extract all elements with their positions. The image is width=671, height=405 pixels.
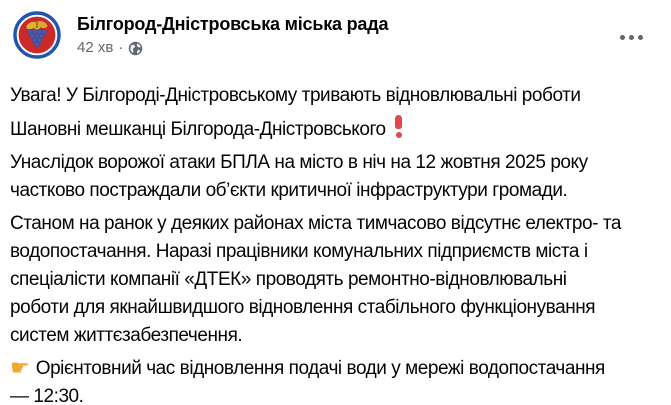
text-line: Шановні мешканці Білгорода-Дністровського bbox=[10, 119, 386, 140]
header-info bbox=[77, 11, 388, 57]
globe-icon bbox=[128, 41, 143, 56]
post-meta bbox=[77, 39, 388, 57]
red-exclamation-icon bbox=[395, 115, 403, 138]
post-text bbox=[0, 59, 671, 405]
text-line: Унаслідок ворожої атаки БПЛА на місто в ніч на 12 жовтня 2025 року bbox=[10, 152, 588, 173]
paragraph-repair-info bbox=[10, 210, 661, 350]
text-line: спеціалісти компанії «ДТЕК» проводять ремонтно-відновлювальні bbox=[10, 269, 567, 290]
text-line: частково постраждали об’єкти критичної інфраструктури громади. bbox=[10, 180, 568, 201]
paragraph-attack-info bbox=[10, 149, 661, 205]
paragraph-water-eta bbox=[10, 355, 661, 405]
ellipsis-dot bbox=[638, 35, 643, 40]
ellipsis-dot bbox=[620, 35, 625, 40]
pointing-hand-icon: ☛ bbox=[10, 356, 30, 381]
text-line: — 12:30. bbox=[10, 386, 84, 405]
text-line: Увага! У Білгороді-Дністровському тривають відновлювальні роботи bbox=[10, 85, 581, 106]
page-avatar[interactable] bbox=[13, 11, 61, 59]
page-name[interactable]: Білгород-Дністровська міська рада bbox=[77, 14, 389, 34]
text-line: роботи для якнайшвидшого відновлення стабільного функціонування bbox=[10, 297, 596, 318]
paragraph-announcement bbox=[10, 82, 661, 110]
post-header bbox=[0, 0, 671, 59]
paragraph-greeting bbox=[10, 115, 661, 144]
post-timestamp[interactable]: 42 хв bbox=[77, 39, 114, 56]
ellipsis-dot bbox=[629, 35, 634, 40]
text-line: систем життєзабезпечення. bbox=[10, 325, 243, 346]
text-line: водопостачання. Наразі працівники комунальних підприємств міста і bbox=[10, 241, 588, 262]
text-segment: Орієнтовний час відновлення подачі води у мережі водопостачання bbox=[35, 358, 605, 379]
more-options-button[interactable] bbox=[607, 26, 655, 48]
meta-separator: · bbox=[118, 39, 124, 56]
text-line bbox=[10, 355, 661, 383]
text-line: Станом на ранок у деяких районах міста тимчасово відсутнє електро- та bbox=[10, 213, 621, 234]
